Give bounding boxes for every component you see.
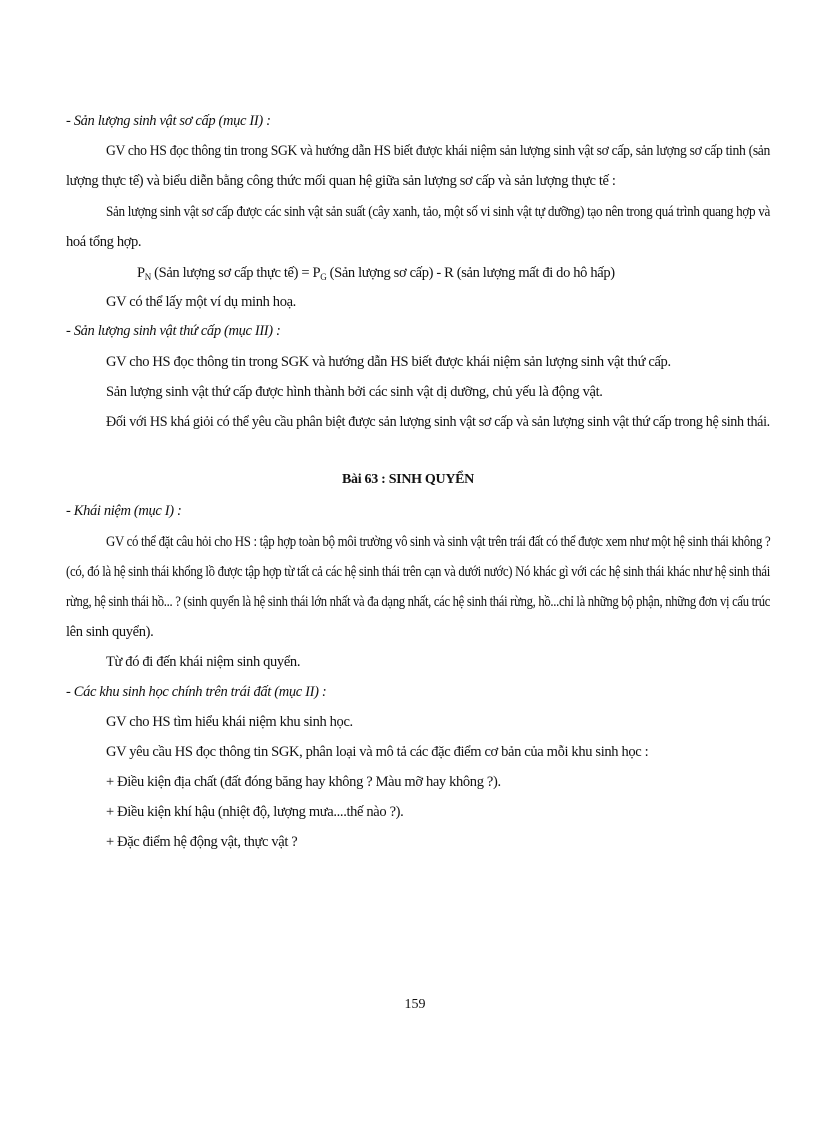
section-heading-biomes: - Các khu sinh học chính trên trái đất (mục II) :: [66, 684, 327, 700]
formula: [137, 264, 615, 282]
section-heading-concept: - Khái niệm (mục I) :: [66, 503, 182, 519]
paragraph-line: Từ đó đi đến khái niệm sinh quyển.: [106, 654, 301, 670]
paragraph-line: lượng thực tế) và biểu diễn bằng công thức mối quan hệ giữa sản lượng sơ cấp và sản lượng thực tế :: [66, 173, 616, 189]
paragraph-line: GV cho HS đọc thông tin trong SGK và hướng dẫn HS biết được khái niệm sản lượng sinh vật sơ cấp, sản lượng sơ cấp tinh (sản: [106, 143, 771, 159]
paragraph-line: GV cho HS đọc thông tin trong SGK và hướng dẫn HS biết được khái niệm sản lượng sinh vật thứ cấp.: [106, 354, 671, 370]
paragraph-line: GV yêu cầu HS đọc thông tin SGK, phân loại và mô tả các đặc điểm cơ bản của mỗi khu sinh học :: [106, 744, 649, 760]
formula-pn-subscript: N: [144, 272, 151, 282]
bullet-item: + Điều kiện khí hậu (nhiệt độ, lượng mưa....thế nào ?).: [106, 804, 404, 820]
paragraph-line: lên sinh quyển).: [66, 624, 154, 640]
paragraph-line: (có, đó là hệ sinh thái khổng lồ được tập hợp từ tất cả các hệ sinh thái trên cạn và dưới nước) Nó khác gì với các hệ sinh thái khác như hệ sinh thái: [66, 564, 770, 580]
paragraph-line: Đối với HS khá giỏi có thể yêu cầu phân biệt được sản lượng sinh vật sơ cấp và sản lượng sinh vật thứ cấp trong hệ sinh thái.: [106, 414, 770, 430]
section-heading-primary-production: - Sản lượng sinh vật sơ cấp (mục II) :: [66, 113, 271, 129]
paragraph-line: Sản lượng sinh vật sơ cấp được các sinh vật sản suất (cây xanh, tảo, một số vi sinh vật tự dưỡng) tạo nên trong quá trình quang hợp và: [106, 204, 771, 220]
paragraph-line: rừng, hệ sinh thái hồ... ? (sinh quyển là hệ sinh thái lớn nhất và đa dạng nhất, các hệ sinh thái rừng, hồ...chỉ là những bộ phận, những đơn vị cấu trúc: [66, 594, 771, 610]
paragraph-line: GV có thể lấy một ví dụ minh hoạ.: [106, 294, 296, 310]
bullet-item: + Điều kiện địa chất (đất đóng băng hay không ? Màu mỡ hay không ?).: [106, 774, 501, 790]
page-number: 159: [404, 997, 426, 1012]
bullet-item: + Đặc điểm hệ động vật, thực vật ?: [106, 834, 298, 850]
paragraph-line: hoá tổng hợp.: [66, 234, 142, 250]
formula-pg-text: (Sản lượng sơ cấp) - R (sản lượng mất đi do hô hấp): [326, 265, 615, 281]
formula-pn-symbol: P: [137, 265, 145, 281]
section-heading-secondary-production: - Sản lượng sinh vật thứ cấp (mục III) :: [66, 323, 281, 339]
formula-pg-symbol: P: [312, 265, 321, 281]
paragraph-line: Sản lượng sinh vật thứ cấp được hình thành bởi các sinh vật dị dưỡng, chủ yếu là động vật.: [106, 384, 603, 400]
paragraph-line: GV có thể đặt câu hỏi cho HS : tập hợp toàn bộ môi trường vô sinh và sinh vật trên trái đất có thể được xem như một hệ sinh thái không ?: [106, 534, 771, 550]
formula-pg-subscript: G: [320, 272, 327, 282]
paragraph-line: GV cho HS tìm hiểu khái niệm khu sinh học.: [106, 714, 353, 730]
lesson-title: Bài 63 : SINH QUYỂN: [342, 472, 474, 487]
formula-pn-text: (Sản lượng sơ cấp thực tế) =: [150, 265, 313, 281]
